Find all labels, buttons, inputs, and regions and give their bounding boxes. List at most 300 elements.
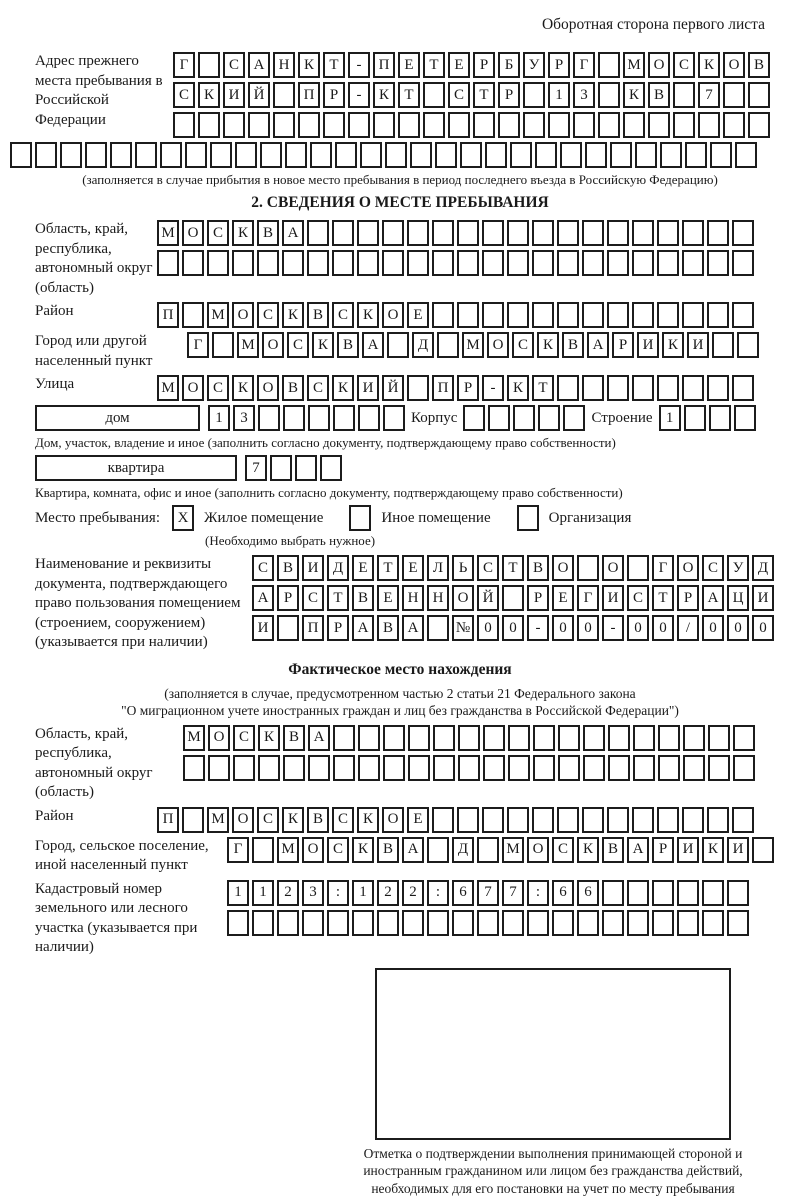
char-cell[interactable]: В <box>562 332 584 358</box>
char-cell[interactable] <box>257 250 279 276</box>
char-cell[interactable]: К <box>577 837 599 863</box>
char-cell[interactable] <box>732 250 754 276</box>
char-cell[interactable] <box>683 755 705 781</box>
char-cell[interactable] <box>513 405 535 431</box>
char-cell[interactable] <box>507 250 529 276</box>
char-cell[interactable]: Р <box>277 585 299 611</box>
char-cell[interactable] <box>448 112 470 138</box>
char-cell[interactable] <box>602 880 624 906</box>
char-cell[interactable] <box>585 142 607 168</box>
char-cell[interactable] <box>502 585 524 611</box>
char-cell[interactable] <box>383 725 405 751</box>
char-cell[interactable] <box>532 302 554 328</box>
char-cell[interactable] <box>577 555 599 581</box>
char-cell[interactable]: Р <box>548 52 570 78</box>
char-cell[interactable] <box>607 807 629 833</box>
char-cell[interactable] <box>407 250 429 276</box>
char-cell[interactable] <box>532 250 554 276</box>
char-cell[interactable]: О <box>182 375 204 401</box>
char-cell[interactable]: 1 <box>548 82 570 108</box>
char-cell[interactable] <box>632 302 654 328</box>
char-cell[interactable]: С <box>287 332 309 358</box>
char-cell[interactable] <box>657 220 679 246</box>
char-cell[interactable] <box>635 142 657 168</box>
char-cell[interactable] <box>182 807 204 833</box>
char-cell[interactable] <box>563 405 585 431</box>
char-cell[interactable]: М <box>623 52 645 78</box>
char-cell[interactable]: 7 <box>698 82 720 108</box>
char-cell[interactable]: Н <box>273 52 295 78</box>
char-cell[interactable] <box>387 332 409 358</box>
char-cell[interactable] <box>432 807 454 833</box>
char-cell[interactable]: К <box>258 725 280 751</box>
char-cell[interactable] <box>710 142 732 168</box>
char-cell[interactable] <box>632 250 654 276</box>
char-cell[interactable] <box>552 910 574 936</box>
char-cell[interactable]: 0 <box>552 615 574 641</box>
char-cell[interactable] <box>657 302 679 328</box>
char-cell[interactable] <box>308 405 330 431</box>
checkbox-zhiloe[interactable]: X <box>172 505 194 531</box>
char-cell[interactable] <box>707 807 729 833</box>
char-cell[interactable] <box>182 302 204 328</box>
char-cell[interactable] <box>698 112 720 138</box>
char-cell[interactable]: 0 <box>727 615 749 641</box>
char-cell[interactable] <box>633 725 655 751</box>
char-cell[interactable] <box>507 220 529 246</box>
char-cell[interactable]: О <box>262 332 284 358</box>
char-cell[interactable]: В <box>307 807 329 833</box>
char-cell[interactable] <box>432 250 454 276</box>
char-cell[interactable]: С <box>673 52 695 78</box>
char-cell[interactable]: Е <box>402 555 424 581</box>
char-cell[interactable] <box>437 332 459 358</box>
char-cell[interactable] <box>532 220 554 246</box>
char-cell[interactable]: П <box>432 375 454 401</box>
char-cell[interactable] <box>207 250 229 276</box>
char-cell[interactable] <box>408 725 430 751</box>
char-cell[interactable]: - <box>602 615 624 641</box>
char-cell[interactable]: 0 <box>477 615 499 641</box>
char-cell[interactable] <box>482 302 504 328</box>
char-cell[interactable] <box>183 755 205 781</box>
char-cell[interactable] <box>373 112 395 138</box>
char-cell[interactable]: 0 <box>652 615 674 641</box>
char-cell[interactable] <box>707 250 729 276</box>
char-cell[interactable] <box>709 405 731 431</box>
char-cell[interactable] <box>212 332 234 358</box>
char-cell[interactable]: Л <box>427 555 449 581</box>
char-cell[interactable] <box>433 725 455 751</box>
char-cell[interactable] <box>383 405 405 431</box>
char-cell[interactable] <box>273 82 295 108</box>
char-cell[interactable]: 1 <box>208 405 230 431</box>
char-cell[interactable] <box>608 755 630 781</box>
char-cell[interactable]: И <box>602 585 624 611</box>
char-cell[interactable]: С <box>552 837 574 863</box>
char-cell[interactable]: У <box>523 52 545 78</box>
char-cell[interactable] <box>198 52 220 78</box>
char-cell[interactable] <box>557 807 579 833</box>
char-cell[interactable] <box>477 837 499 863</box>
char-cell[interactable]: С <box>448 82 470 108</box>
char-cell[interactable]: П <box>373 52 395 78</box>
char-cell[interactable]: У <box>727 555 749 581</box>
char-cell[interactable] <box>560 142 582 168</box>
char-cell[interactable]: А <box>627 837 649 863</box>
char-cell[interactable] <box>658 755 680 781</box>
char-cell[interactable]: П <box>298 82 320 108</box>
char-cell[interactable]: Т <box>323 52 345 78</box>
char-cell[interactable] <box>333 755 355 781</box>
char-cell[interactable]: О <box>382 807 404 833</box>
char-cell[interactable]: О <box>677 555 699 581</box>
char-cell[interactable]: С <box>702 555 724 581</box>
char-cell[interactable]: 0 <box>752 615 774 641</box>
char-cell[interactable]: М <box>207 302 229 328</box>
char-cell[interactable]: / <box>677 615 699 641</box>
char-cell[interactable]: Е <box>398 52 420 78</box>
char-cell[interactable] <box>407 220 429 246</box>
char-cell[interactable] <box>707 375 729 401</box>
char-cell[interactable] <box>557 250 579 276</box>
char-cell[interactable]: - <box>482 375 504 401</box>
char-cell[interactable]: А <box>702 585 724 611</box>
char-cell[interactable]: 0 <box>502 615 524 641</box>
char-cell[interactable]: С <box>332 302 354 328</box>
char-cell[interactable] <box>270 455 292 481</box>
char-cell[interactable]: К <box>352 837 374 863</box>
char-cell[interactable]: Т <box>532 375 554 401</box>
char-cell[interactable] <box>307 250 329 276</box>
char-cell[interactable]: Р <box>677 585 699 611</box>
char-cell[interactable]: П <box>157 807 179 833</box>
char-cell[interactable] <box>460 142 482 168</box>
char-cell[interactable] <box>182 250 204 276</box>
char-cell[interactable]: 6 <box>577 880 599 906</box>
char-cell[interactable]: : <box>327 880 349 906</box>
char-cell[interactable] <box>682 302 704 328</box>
char-cell[interactable] <box>598 82 620 108</box>
char-cell[interactable]: П <box>302 615 324 641</box>
char-cell[interactable]: И <box>637 332 659 358</box>
kvartira-box[interactable]: квартира <box>35 455 237 481</box>
char-cell[interactable]: Е <box>448 52 470 78</box>
char-cell[interactable] <box>357 250 379 276</box>
char-cell[interactable] <box>677 910 699 936</box>
char-cell[interactable] <box>277 910 299 936</box>
char-cell[interactable]: 1 <box>659 405 681 431</box>
char-cell[interactable] <box>533 755 555 781</box>
char-cell[interactable] <box>482 250 504 276</box>
char-cell[interactable] <box>358 725 380 751</box>
char-cell[interactable] <box>157 250 179 276</box>
char-cell[interactable] <box>583 725 605 751</box>
char-cell[interactable]: Ь <box>452 555 474 581</box>
char-cell[interactable] <box>432 302 454 328</box>
char-cell[interactable]: К <box>282 302 304 328</box>
char-cell[interactable] <box>677 880 699 906</box>
char-cell[interactable]: О <box>257 375 279 401</box>
char-cell[interactable] <box>457 807 479 833</box>
char-cell[interactable]: И <box>687 332 709 358</box>
char-cell[interactable] <box>558 755 580 781</box>
char-cell[interactable]: И <box>752 585 774 611</box>
char-cell[interactable] <box>110 142 132 168</box>
char-cell[interactable] <box>602 910 624 936</box>
char-cell[interactable]: С <box>257 302 279 328</box>
char-cell[interactable] <box>633 755 655 781</box>
char-cell[interactable] <box>348 112 370 138</box>
char-cell[interactable]: В <box>527 555 549 581</box>
char-cell[interactable]: А <box>402 837 424 863</box>
char-cell[interactable] <box>533 725 555 751</box>
char-cell[interactable]: А <box>252 585 274 611</box>
char-cell[interactable] <box>752 837 774 863</box>
char-cell[interactable]: П <box>157 302 179 328</box>
char-cell[interactable]: Р <box>323 82 345 108</box>
char-cell[interactable]: В <box>277 555 299 581</box>
char-cell[interactable] <box>582 807 604 833</box>
char-cell[interactable] <box>232 250 254 276</box>
char-cell[interactable]: Е <box>407 807 429 833</box>
char-cell[interactable] <box>532 807 554 833</box>
char-cell[interactable]: О <box>382 302 404 328</box>
char-cell[interactable]: К <box>698 52 720 78</box>
char-cell[interactable] <box>308 755 330 781</box>
char-cell[interactable]: 1 <box>252 880 274 906</box>
char-cell[interactable]: - <box>348 52 370 78</box>
char-cell[interactable] <box>423 112 445 138</box>
char-cell[interactable] <box>598 112 620 138</box>
char-cell[interactable] <box>332 250 354 276</box>
char-cell[interactable]: К <box>232 220 254 246</box>
char-cell[interactable]: Т <box>423 52 445 78</box>
char-cell[interactable]: Р <box>327 615 349 641</box>
char-cell[interactable]: И <box>677 837 699 863</box>
char-cell[interactable]: - <box>348 82 370 108</box>
char-cell[interactable]: Е <box>552 585 574 611</box>
char-cell[interactable]: 2 <box>402 880 424 906</box>
char-cell[interactable]: 2 <box>377 880 399 906</box>
char-cell[interactable] <box>582 220 604 246</box>
char-cell[interactable]: 0 <box>627 615 649 641</box>
char-cell[interactable]: И <box>357 375 379 401</box>
char-cell[interactable]: М <box>207 807 229 833</box>
char-cell[interactable] <box>648 112 670 138</box>
char-cell[interactable] <box>708 755 730 781</box>
char-cell[interactable]: И <box>302 555 324 581</box>
char-cell[interactable] <box>558 725 580 751</box>
char-cell[interactable] <box>582 375 604 401</box>
char-cell[interactable] <box>732 302 754 328</box>
char-cell[interactable]: Р <box>612 332 634 358</box>
char-cell[interactable] <box>582 302 604 328</box>
char-cell[interactable] <box>273 112 295 138</box>
char-cell[interactable] <box>523 82 545 108</box>
char-cell[interactable] <box>483 725 505 751</box>
char-cell[interactable]: В <box>602 837 624 863</box>
char-cell[interactable]: 7 <box>245 455 267 481</box>
char-cell[interactable]: 0 <box>577 615 599 641</box>
char-cell[interactable] <box>652 880 674 906</box>
char-cell[interactable] <box>173 112 195 138</box>
char-cell[interactable]: Д <box>452 837 474 863</box>
char-cell[interactable] <box>632 807 654 833</box>
char-cell[interactable]: В <box>748 52 770 78</box>
char-cell[interactable]: Б <box>498 52 520 78</box>
char-cell[interactable]: К <box>357 807 379 833</box>
char-cell[interactable] <box>548 112 570 138</box>
char-cell[interactable] <box>452 910 474 936</box>
char-cell[interactable] <box>458 755 480 781</box>
char-cell[interactable]: Т <box>377 555 399 581</box>
char-cell[interactable] <box>457 220 479 246</box>
char-cell[interactable] <box>357 220 379 246</box>
char-cell[interactable] <box>623 112 645 138</box>
char-cell[interactable]: Й <box>477 585 499 611</box>
char-cell[interactable] <box>457 302 479 328</box>
char-cell[interactable]: К <box>198 82 220 108</box>
char-cell[interactable] <box>627 555 649 581</box>
char-cell[interactable]: Й <box>382 375 404 401</box>
char-cell[interactable] <box>320 455 342 481</box>
char-cell[interactable]: В <box>282 375 304 401</box>
char-cell[interactable] <box>737 332 759 358</box>
char-cell[interactable] <box>482 220 504 246</box>
char-cell[interactable] <box>427 910 449 936</box>
char-cell[interactable] <box>702 880 724 906</box>
char-cell[interactable] <box>657 250 679 276</box>
char-cell[interactable] <box>335 142 357 168</box>
char-cell[interactable] <box>10 142 32 168</box>
char-cell[interactable]: : <box>527 880 549 906</box>
char-cell[interactable]: Д <box>752 555 774 581</box>
char-cell[interactable] <box>498 112 520 138</box>
char-cell[interactable] <box>510 142 532 168</box>
char-cell[interactable]: М <box>462 332 484 358</box>
char-cell[interactable]: Г <box>227 837 249 863</box>
char-cell[interactable]: Р <box>457 375 479 401</box>
char-cell[interactable]: 6 <box>452 880 474 906</box>
char-cell[interactable]: К <box>702 837 724 863</box>
char-cell[interactable]: А <box>402 615 424 641</box>
char-cell[interactable] <box>458 725 480 751</box>
char-cell[interactable]: О <box>208 725 230 751</box>
char-cell[interactable] <box>260 142 282 168</box>
char-cell[interactable] <box>160 142 182 168</box>
char-cell[interactable] <box>577 910 599 936</box>
char-cell[interactable] <box>302 910 324 936</box>
char-cell[interactable]: С <box>627 585 649 611</box>
char-cell[interactable] <box>748 82 770 108</box>
char-cell[interactable]: Г <box>187 332 209 358</box>
char-cell[interactable] <box>283 405 305 431</box>
char-cell[interactable] <box>483 755 505 781</box>
char-cell[interactable]: Р <box>473 52 495 78</box>
char-cell[interactable]: Г <box>173 52 195 78</box>
char-cell[interactable] <box>258 405 280 431</box>
char-cell[interactable] <box>248 112 270 138</box>
char-cell[interactable]: Ц <box>727 585 749 611</box>
char-cell[interactable]: В <box>352 585 374 611</box>
char-cell[interactable] <box>734 405 756 431</box>
char-cell[interactable] <box>708 725 730 751</box>
char-cell[interactable] <box>657 807 679 833</box>
char-cell[interactable] <box>457 250 479 276</box>
char-cell[interactable]: Д <box>327 555 349 581</box>
char-cell[interactable] <box>252 910 274 936</box>
char-cell[interactable] <box>527 910 549 936</box>
char-cell[interactable]: С <box>233 725 255 751</box>
char-cell[interactable]: О <box>452 585 474 611</box>
char-cell[interactable]: М <box>502 837 524 863</box>
char-cell[interactable]: О <box>552 555 574 581</box>
char-cell[interactable] <box>298 112 320 138</box>
char-cell[interactable] <box>235 142 257 168</box>
char-cell[interactable] <box>732 375 754 401</box>
char-cell[interactable] <box>610 142 632 168</box>
char-cell[interactable] <box>508 755 530 781</box>
char-cell[interactable]: О <box>182 220 204 246</box>
char-cell[interactable] <box>35 142 57 168</box>
char-cell[interactable] <box>732 220 754 246</box>
char-cell[interactable]: А <box>248 52 270 78</box>
char-cell[interactable] <box>360 142 382 168</box>
char-cell[interactable]: А <box>362 332 384 358</box>
char-cell[interactable] <box>632 375 654 401</box>
char-cell[interactable] <box>277 615 299 641</box>
char-cell[interactable] <box>732 807 754 833</box>
char-cell[interactable]: О <box>487 332 509 358</box>
char-cell[interactable] <box>683 725 705 751</box>
char-cell[interactable] <box>435 142 457 168</box>
char-cell[interactable] <box>383 755 405 781</box>
char-cell[interactable]: Г <box>573 52 595 78</box>
checkbox-organizatsiya[interactable] <box>517 505 539 531</box>
char-cell[interactable] <box>407 375 429 401</box>
char-cell[interactable]: С <box>512 332 534 358</box>
char-cell[interactable]: Й <box>248 82 270 108</box>
char-cell[interactable]: А <box>352 615 374 641</box>
char-cell[interactable]: С <box>173 82 195 108</box>
char-cell[interactable] <box>735 142 757 168</box>
char-cell[interactable]: К <box>373 82 395 108</box>
char-cell[interactable]: О <box>527 837 549 863</box>
char-cell[interactable]: В <box>283 725 305 751</box>
char-cell[interactable] <box>748 112 770 138</box>
char-cell[interactable] <box>702 910 724 936</box>
char-cell[interactable]: 3 <box>302 880 324 906</box>
char-cell[interactable]: Р <box>498 82 520 108</box>
char-cell[interactable] <box>632 220 654 246</box>
char-cell[interactable]: Е <box>352 555 374 581</box>
char-cell[interactable] <box>382 220 404 246</box>
char-cell[interactable] <box>607 220 629 246</box>
char-cell[interactable]: Н <box>427 585 449 611</box>
char-cell[interactable]: К <box>232 375 254 401</box>
char-cell[interactable]: О <box>232 807 254 833</box>
char-cell[interactable]: Т <box>473 82 495 108</box>
char-cell[interactable]: Е <box>407 302 429 328</box>
char-cell[interactable]: К <box>298 52 320 78</box>
char-cell[interactable]: К <box>507 375 529 401</box>
char-cell[interactable]: Т <box>502 555 524 581</box>
char-cell[interactable] <box>432 220 454 246</box>
char-cell[interactable]: Т <box>652 585 674 611</box>
char-cell[interactable] <box>382 250 404 276</box>
char-cell[interactable] <box>685 142 707 168</box>
